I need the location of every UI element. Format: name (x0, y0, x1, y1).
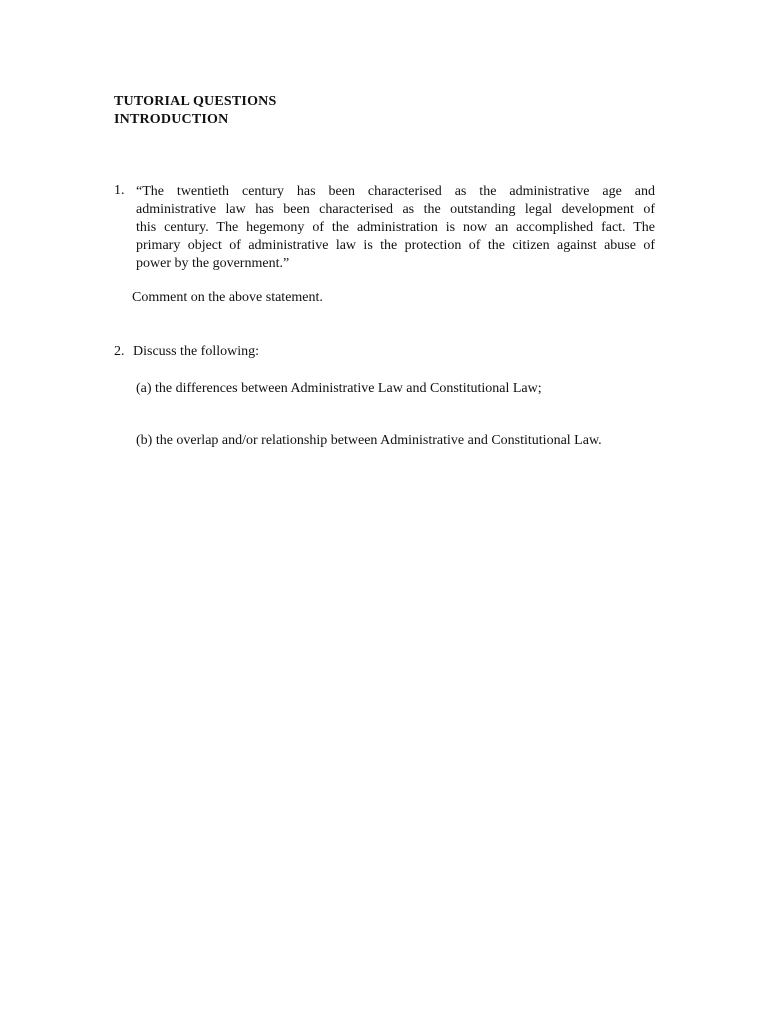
section-heading: INTRODUCTION (114, 112, 229, 127)
question-1-quote-line: power by the government.” (136, 256, 290, 271)
question-1-instruction: Comment on the above statement. (132, 290, 323, 305)
question-2-sub-item-b: (b) the overlap and/or relationship between Administrative and Constitutional Law. (136, 433, 602, 448)
document-title: TUTORIAL QUESTIONS (114, 94, 277, 109)
question-1-quote-line: “The twentieth century has been characterised as the administrative age and (136, 184, 655, 199)
question-2-sub-item-a: (a) the differences between Administrative Law and Constitutional Law; (136, 381, 542, 396)
question-2-number: 2. (114, 344, 125, 359)
question-1-quote-line: this century. The hegemony of the administration is now an accomplished fact. The (136, 220, 655, 235)
question-1-quote-line: primary object of administrative law is the protection of the citizen against abuse of (136, 238, 655, 253)
question-2-text: Discuss the following: (133, 344, 259, 359)
question-1-quote (136, 183, 655, 273)
question-1-number: 1. (114, 183, 125, 198)
question-1-quote-line: administrative law has been characterised as the outstanding legal development of (136, 202, 655, 217)
